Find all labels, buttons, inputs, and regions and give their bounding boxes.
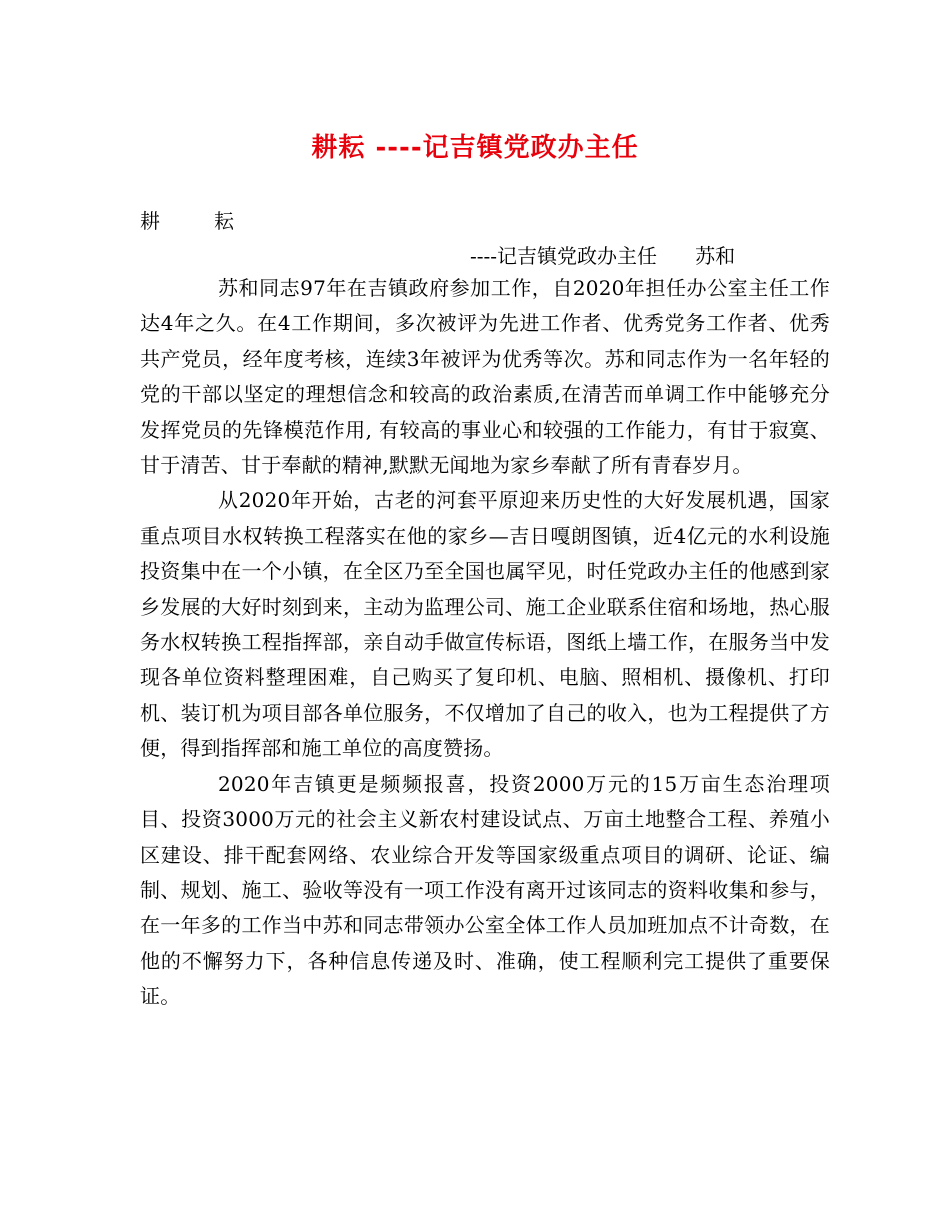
document-title: 耕耘 ----记吉镇党政办主任: [311, 133, 639, 163]
paragraph: 2020年吉镇更是频频报喜，投资2000万元的15万亩生态治理项目、投资3000万元的社会主义新农村建设试点、万亩土地整合工程、养殖小区建设、排干配套网络、农业综合开发等国家级重点项目的调研、论证、编制、规划、施工、验收等没有一项工作没有离开过该同志的资料收集和参与，在一年多的工作当中苏和同志带领办公室全体工作人员加班加点不计奇数，在他的不懈努力下，各种信息传递及时、准确，使工程顺利完工提供了重要保证。: [140, 771, 830, 1009]
paragraph: 从2020年开始，古老的河套平原迎来历史性的大好发展机遇，国家重点项目水权转换工程落实在他的家乡—吉日嘎朗图镇，近4亿元的水利设施投资集中在一个小镇，在全区乃至全国也属罕见，时任党政办主任的他感到家乡发展的大好时刻到来，主动为监理公司、施工企业联系住宿和场地，热心服务水权转换工程指挥部，亲自动手做宣传标语，图纸上墙工作，在服务当中发现各单位资料整理困难，自己购买了复印机、电脑、照相机、摄像机、打印机、装订机为项目部各单位服务，不仅增加了自己的收入，也为工程提供了方便，得到指挥部和施工单位的高度赞扬。: [140, 488, 830, 761]
paragraph: 苏和同志97年在吉镇政府参加工作，自2020年担任办公室主任工作达4年之久。在4工作期间，多次被评为先进工作者、优秀党务工作者、优秀共产党员，经年度考核，连续3年被评为优秀等次。苏和同志作为一名年轻的党的干部以坚定的理想信念和较高的政治素质,在清苦而单调工作中能够充分发挥党员的先锋模范作用, 有较高的事业心和较强的工作能力，有甘于寂寞、甘于清苦、甘于奉献的精神,默默无闻地为家乡奉献了所有青春岁月。: [140, 276, 830, 478]
author-byline: ----记吉镇党政办主任 苏和: [470, 244, 736, 268]
article-heading: 耕耘: [140, 209, 288, 233]
article-body: [140, 271, 830, 1015]
